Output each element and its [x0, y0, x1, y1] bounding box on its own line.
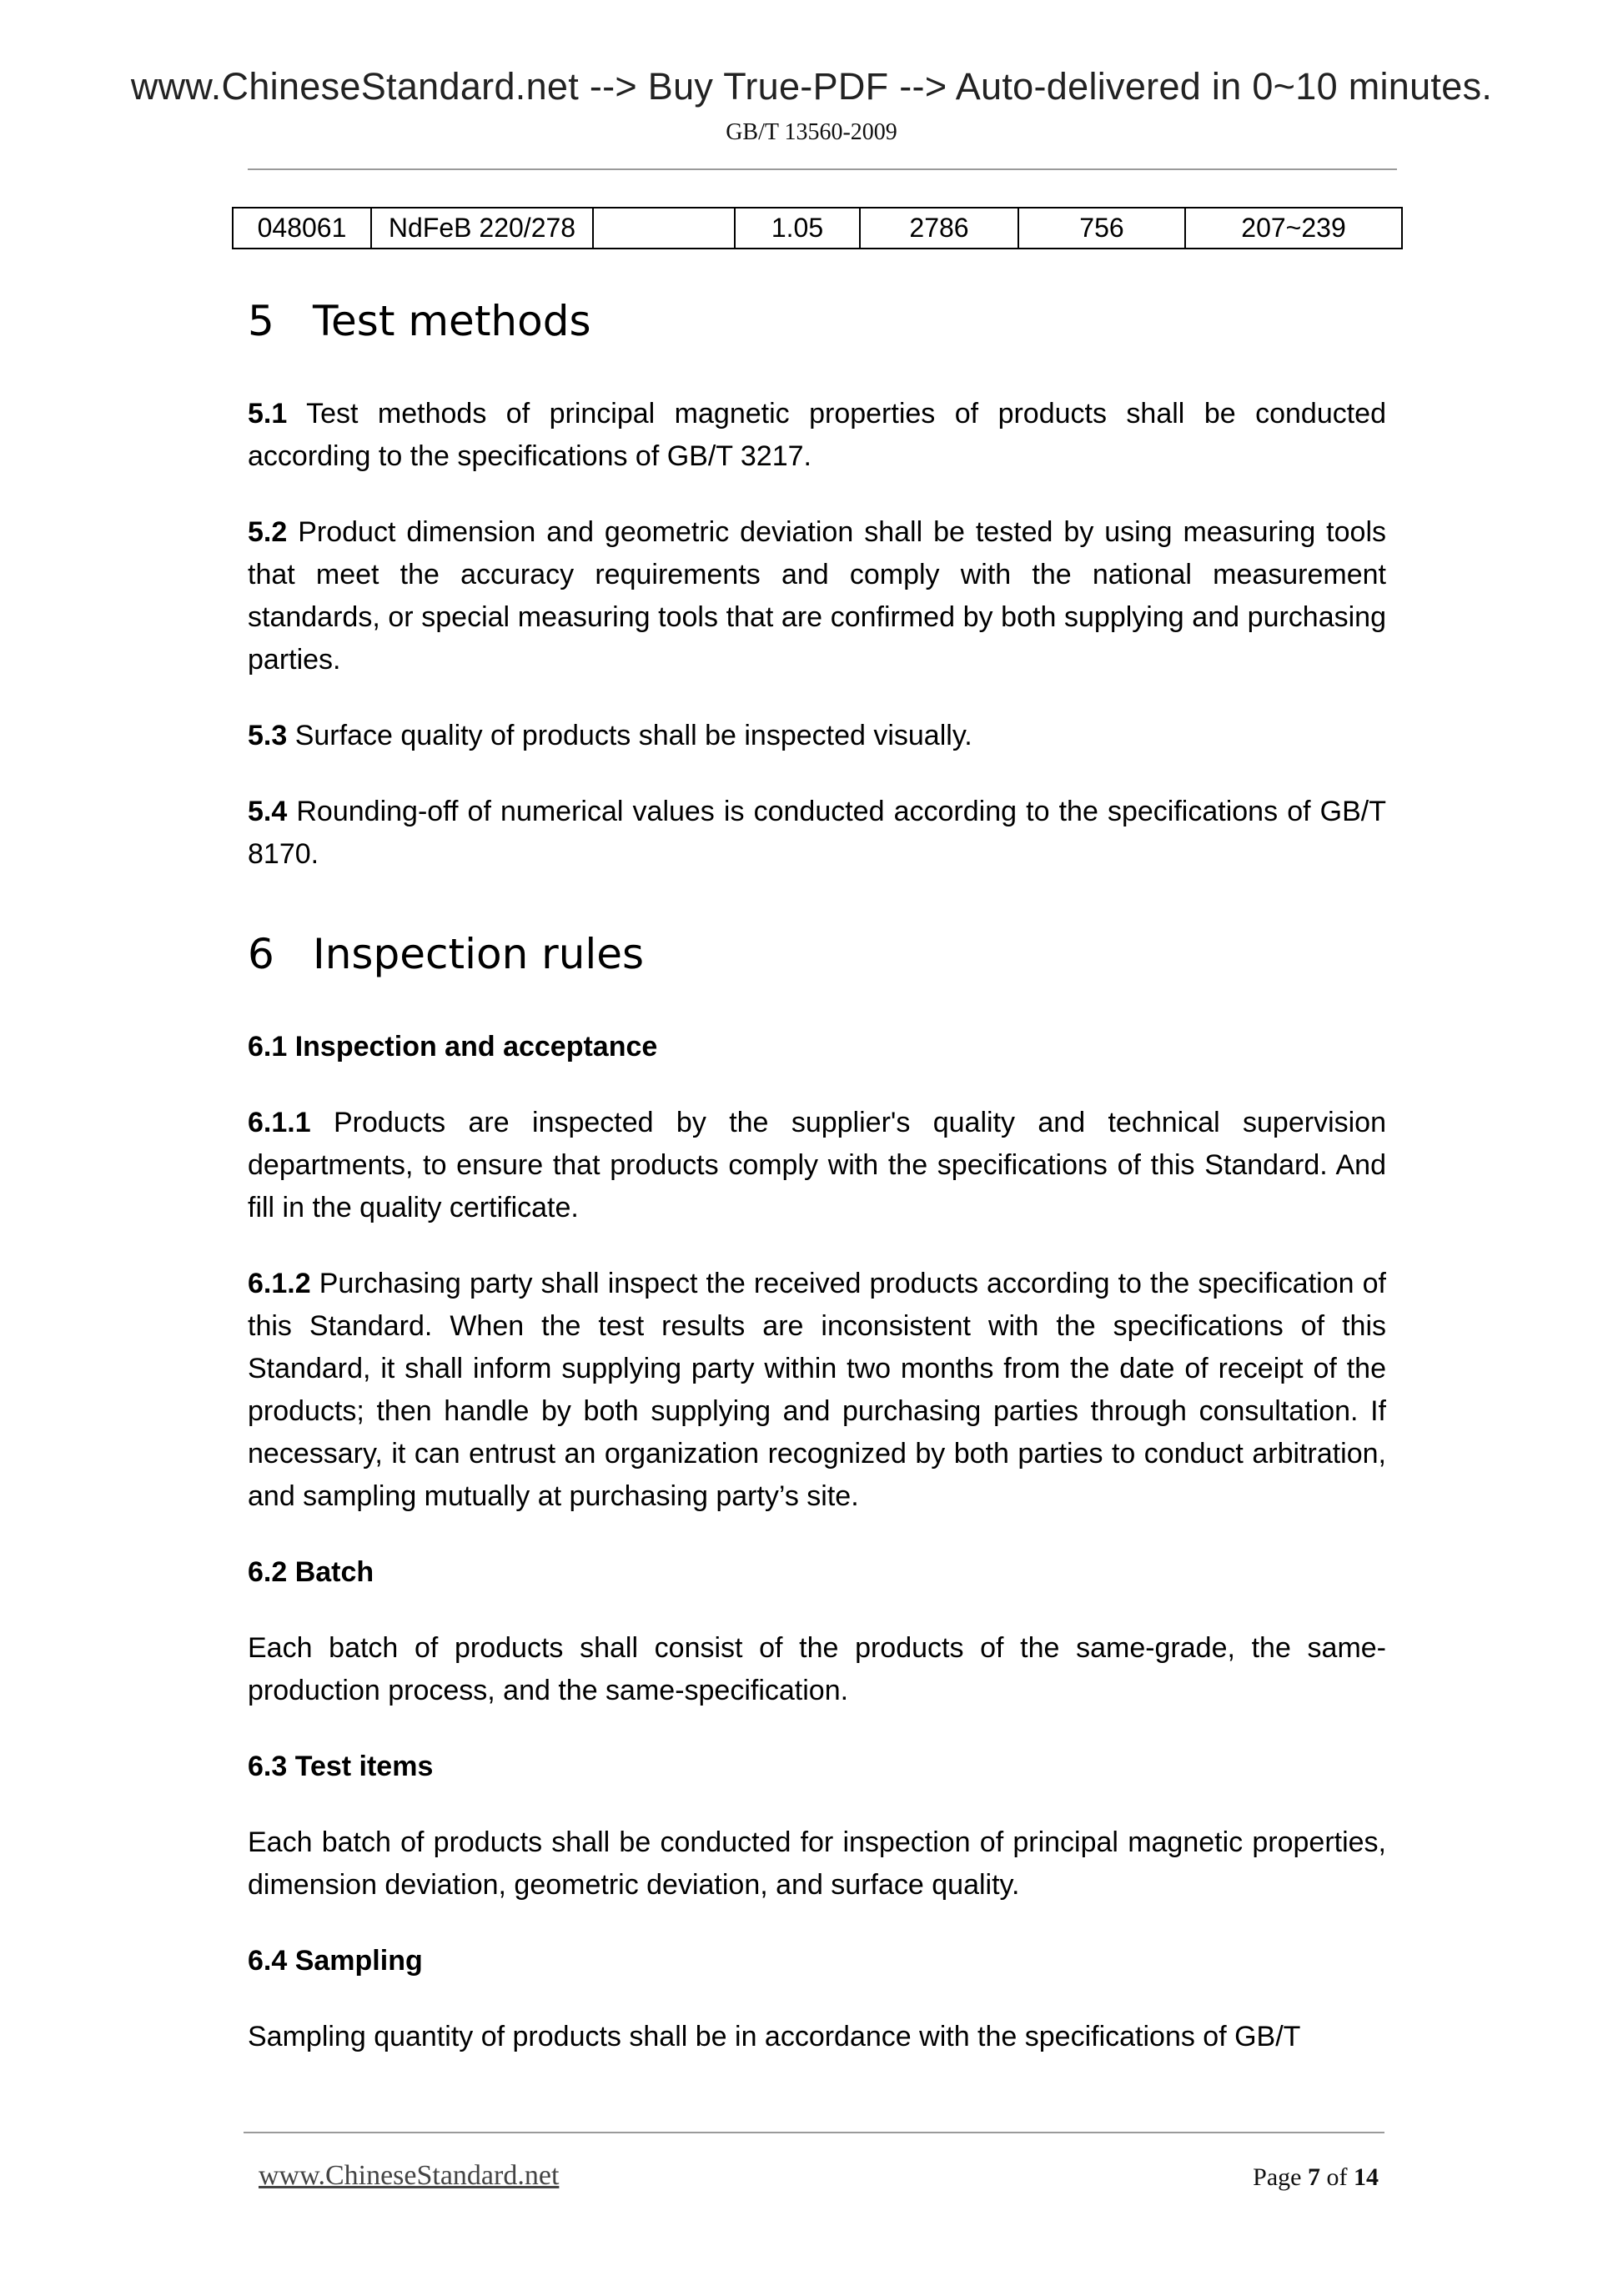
footer-site-link[interactable]: www.ChineseStandard.net	[259, 2160, 560, 2191]
page-indicator	[1253, 2163, 1379, 2192]
table-cell-value: 207~239	[1185, 208, 1402, 249]
page-of: of	[1320, 2163, 1354, 2191]
clause-5-3	[248, 715, 1386, 757]
clause-number: 5.3	[248, 720, 288, 751]
table-row	[233, 208, 1402, 249]
table-cell-value: 1.05	[735, 208, 860, 249]
table-cell-value: 2786	[860, 208, 1018, 249]
clause-6-2: Each batch of products shall consist of the products of the same-grade, the same-production process, and the same-specification.	[248, 1632, 1386, 1706]
clause-6-4: Sampling quantity of products shall be in accordance with the specifications of GB/T	[248, 2021, 1301, 2052]
page-current: 7	[1308, 2163, 1320, 2191]
table-cell-empty	[593, 208, 735, 249]
standard-number: GB/T 13560-2009	[726, 119, 897, 145]
clause-text: Surface quality of products shall be inspected visually.	[287, 720, 972, 751]
clause-number: 5.2	[248, 516, 288, 548]
clause-number: 5.1	[248, 398, 288, 430]
clause-number: 6.1.2	[248, 1268, 311, 1299]
clause-6-3: Each batch of products shall be conducted for inspection of principal magnetic properties, dimension deviation, geometric deviation, and surface quality.	[248, 1826, 1386, 1901]
grade-table	[232, 207, 1403, 249]
clause-5-2	[248, 511, 1386, 681]
section-number: 5	[248, 297, 274, 345]
footer-divider	[244, 2132, 1384, 2133]
section-number: 6	[248, 930, 274, 978]
page-total: 14	[1354, 2163, 1379, 2191]
clause-6-1-2	[248, 1263, 1386, 1518]
header-divider	[248, 168, 1397, 170]
table-cell-value: 756	[1018, 208, 1185, 249]
clause-text: Rounding-off of numerical values is conducted according to the specifications of GB/T 8170.	[248, 796, 1386, 870]
subsection-6-1-heading: 6.1 Inspection and acceptance	[248, 1031, 658, 1063]
clause-5-4	[248, 791, 1386, 876]
subsection-6-3-heading: 6.3 Test items	[248, 1751, 434, 1782]
clause-number: 5.4	[248, 796, 288, 827]
section-6-heading	[248, 921, 1386, 987]
document-body	[248, 288, 1386, 2092]
section-5-heading	[248, 288, 1386, 354]
clause-number: 6.1.1	[248, 1107, 311, 1138]
subsection-6-4-heading: 6.4 Sampling	[248, 1945, 423, 1977]
clause-text: Purchasing party shall inspect the received products according to the specification of this Standard. When the test results are inconsistent with the specifications of this Standard, it shall inform supplying party within two months from the date of receipt of the products; then handle by both supplying and purchasing parties through consultation. If necessary, it can entrust an organization recognized by both parties to conduct arbitration, and sampling mutually at purchasing party’s site.	[248, 1268, 1386, 1512]
site-banner[interactable]: www.ChineseStandard.net --> Buy True-PDF --> Auto-delivered in 0~10 minutes.	[130, 65, 1493, 108]
section-title: Inspection rules	[313, 930, 645, 978]
section-title: Test methods	[313, 297, 591, 345]
clause-text: Products are inspected by the supplier's quality and technical supervision departments, to ensure that products comply with the specifications of this Standard. And fill in the quality certificate.	[248, 1107, 1386, 1223]
clause-5-1	[248, 393, 1386, 478]
table-cell-grade: NdFeB 220/278	[371, 208, 593, 249]
clause-text: Product dimension and geometric deviation shall be tested by using measuring tools that meet the accuracy requirements and comply with the national measurement standards, or special measuring tools that are confirmed by both supplying and purchasing parties.	[248, 516, 1386, 676]
clause-6-1-1	[248, 1102, 1386, 1229]
subsection-6-2-heading: 6.2 Batch	[248, 1556, 374, 1588]
table-cell-code: 048061	[233, 208, 371, 249]
clause-text: Test methods of principal magnetic properties of products shall be conducted according to the specifications of GB/T 3217.	[248, 398, 1386, 472]
page-label: Page	[1253, 2163, 1308, 2191]
